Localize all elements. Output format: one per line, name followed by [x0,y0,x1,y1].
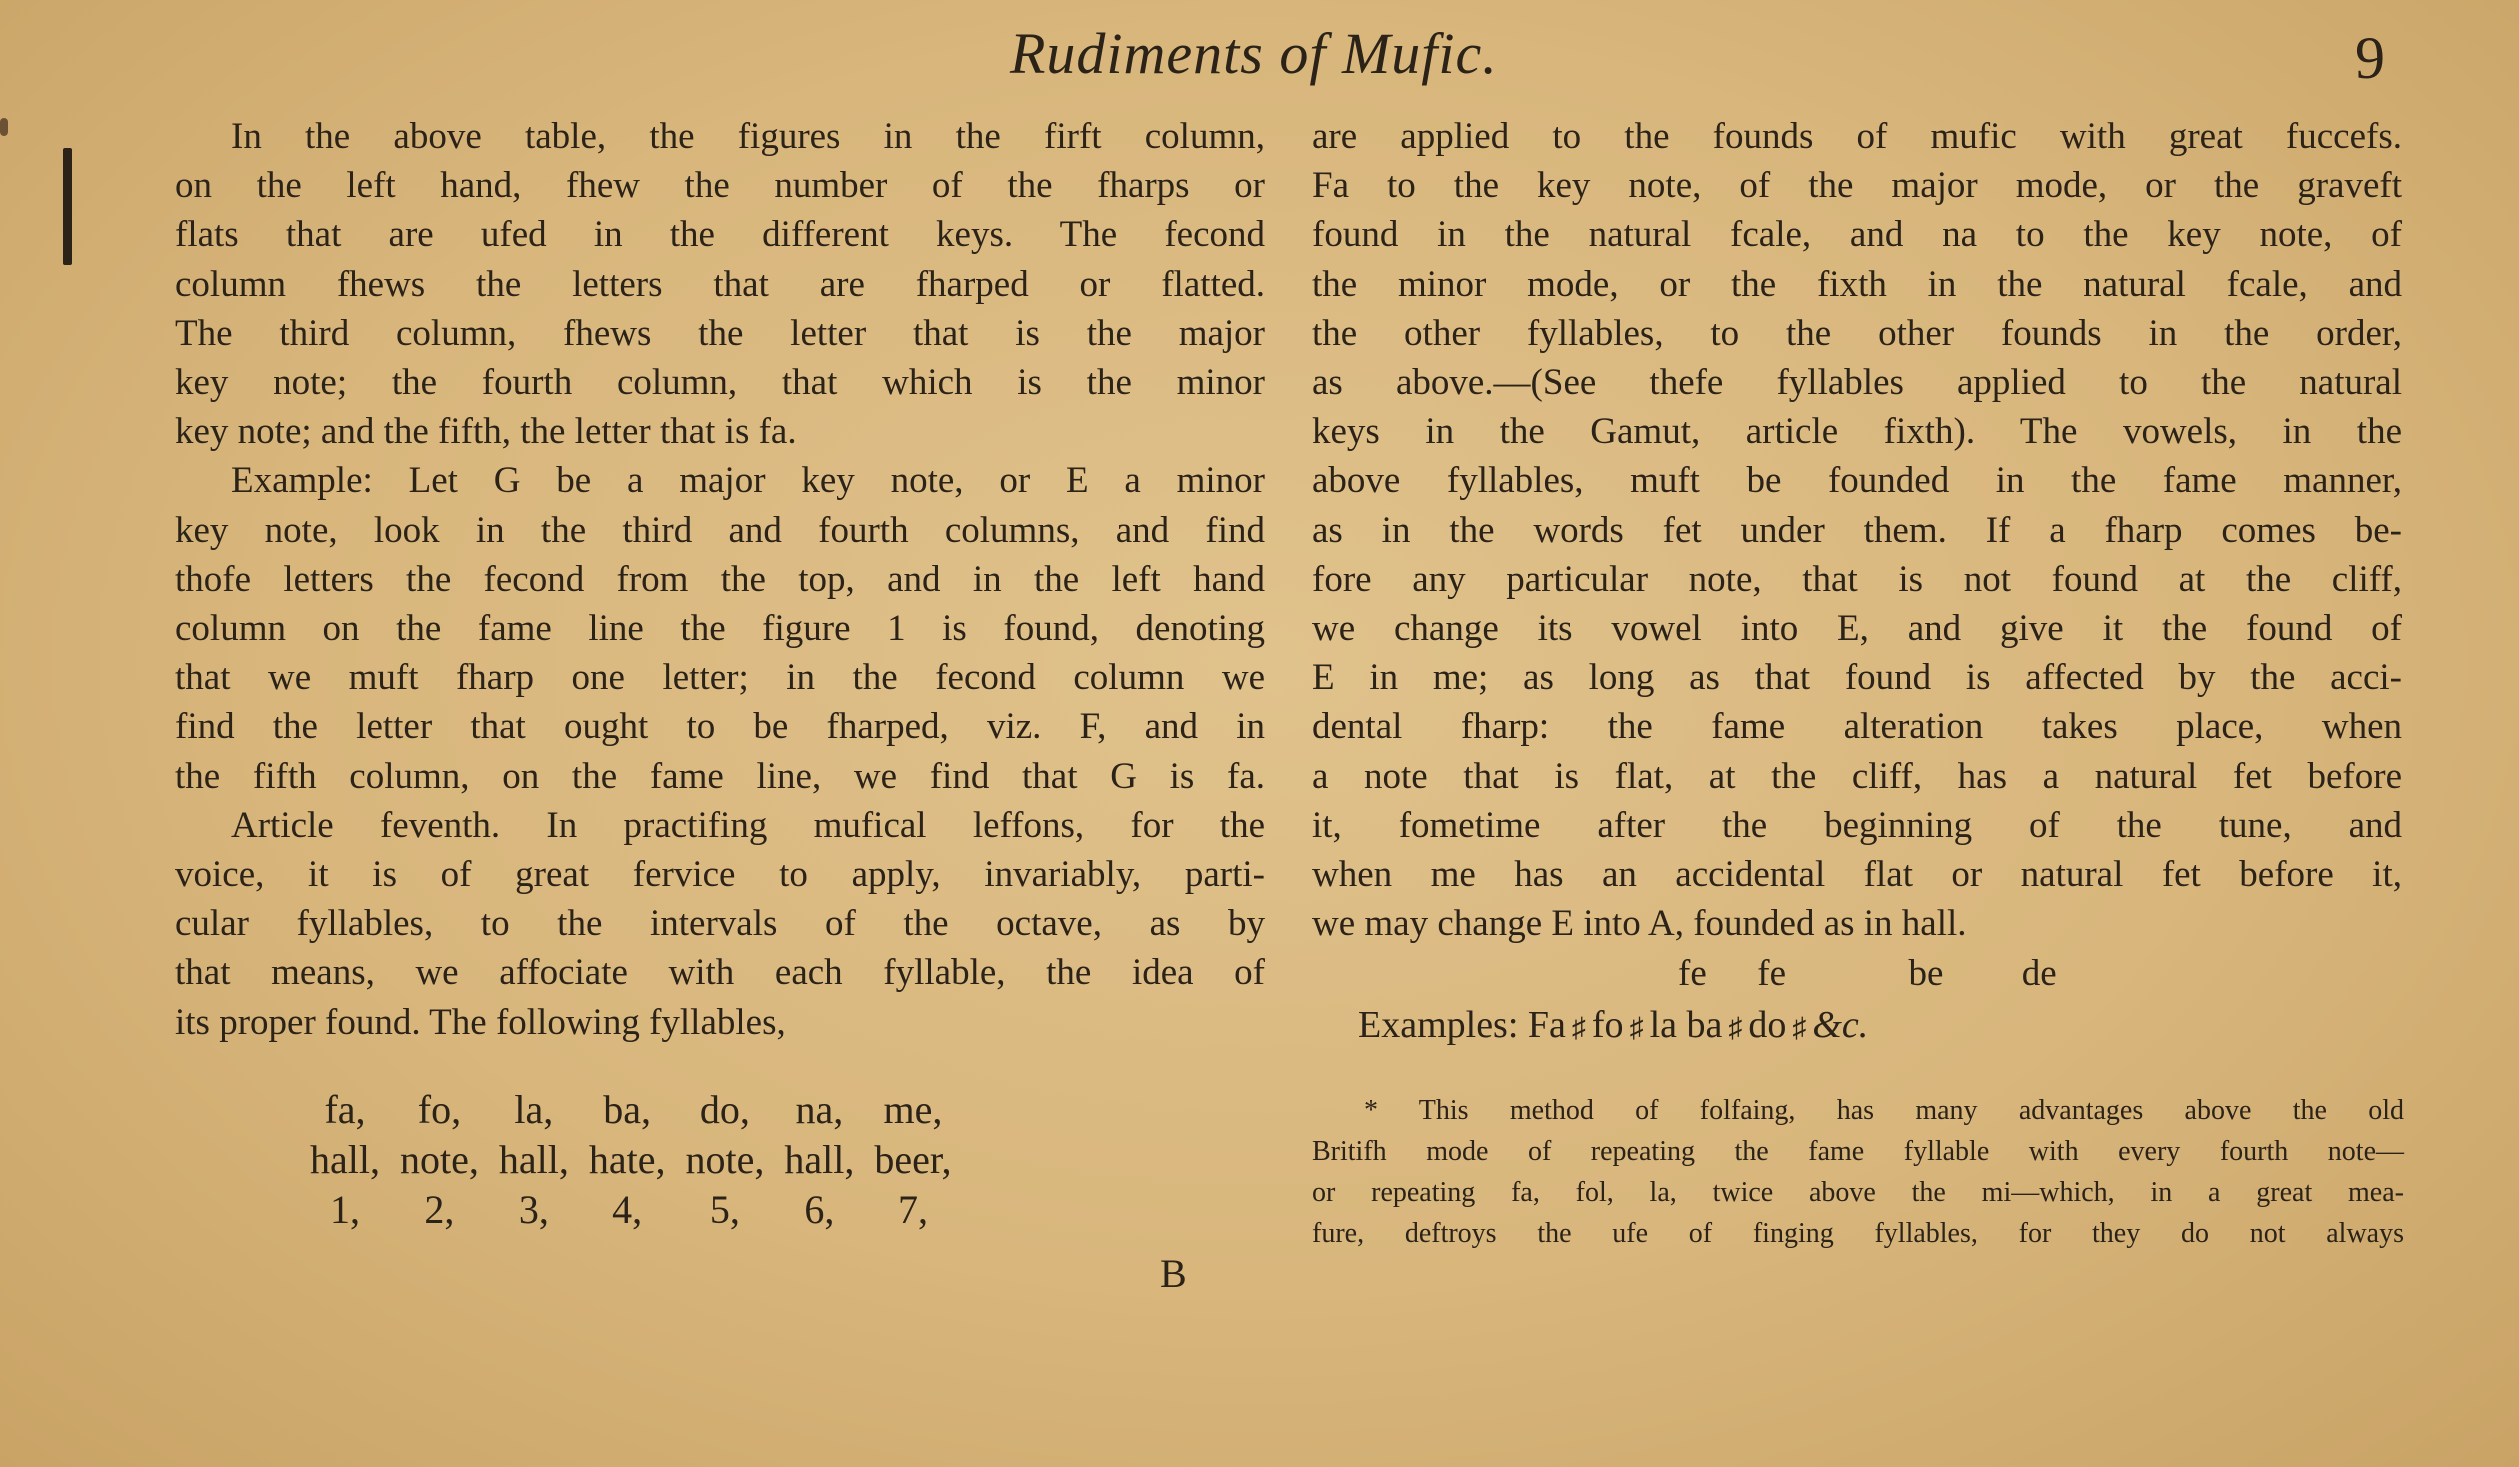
syllable: na, [795,1087,844,1132]
example-word: hall, [310,1137,380,1182]
text-line: above fyllables, muft be founded in the fame manner, [1312,460,2402,502]
example-word: hall, [784,1137,855,1182]
text-line: as in the words fet under them. If a fharp comes be- [1312,509,2402,551]
text-line: it, fometime after the beginning of the tune, and [1312,804,2402,846]
syllable: do, [699,1087,750,1132]
example-word: note, [685,1137,765,1182]
text-line: key note; and the fifth, the letter that is fa. [175,411,797,453]
syllable: fo, [417,1087,462,1132]
text-line: when me has an accidental flat or natural fet before it, [1312,854,2402,896]
signature-mark: B [1160,1251,1187,1296]
text-line: the fifth column, on the fame line, we find that G is fa. [175,755,1265,797]
degree-number: 1, [329,1187,360,1232]
left-column [175,112,1265,1047]
running-title: Rudiments of Mufic. [1010,21,1498,86]
degree-number: 7, [897,1187,928,1232]
sharp-icon: ♯ [1629,1013,1644,1044]
page-number: 9 [2355,25,2385,91]
text-line: voice, it is of great fervice to apply, invariably, parti- [175,854,1265,896]
etc-mark: &c. [1812,1004,1869,1046]
example-syllable: Fa [1527,1004,1566,1046]
text-line: Example: Let G be a major key note, or E a minor [231,460,1265,502]
right-column [1312,112,2402,948]
footnote-line: fure, deftroys the ufe of finging fyllables, for they do not always [1312,1218,2404,1249]
syllable: fa, [324,1087,366,1132]
text-line: that we muft fharp one letter; in the fecond column we [175,657,1265,699]
degree-number: 3, [518,1187,549,1232]
text-line: a note that is flat, at the cliff, has a natural fet before [1312,755,2402,797]
text-line: we change its vowel into E, and give it the found of [1312,608,2402,650]
text-line: key note; the fourth column, that which is the minor [175,362,1265,404]
text-line: keys in the Gamut, article fixth). The vowels, in the [1312,411,2402,453]
degree-number: 6, [804,1187,835,1232]
text-line: In the above table, the figures in the firft column, [231,116,1265,157]
syllable: ba, [603,1087,652,1132]
text-line: thofe letters the fecond from the top, and in the left hand [175,558,1265,600]
example-word: hall, [498,1137,569,1182]
example-word: note, [399,1137,479,1182]
example-syllable: la [1649,1004,1677,1046]
text-line: key note, look in the third and fourth columns, and find [175,509,1265,551]
degree-number: 2, [424,1187,455,1232]
footnote-line: Britifh mode of repeating the fame fyllable with every fourth note— [1312,1136,2404,1167]
altered-syllable: fe [1757,953,1786,994]
example-syllable: ba [1686,1004,1723,1046]
degree-number: 4, [612,1187,643,1232]
syllables-row [300,1085,962,1135]
footnote-line: * This method of folfaing, has many advantages above the old [1364,1095,2404,1126]
syllable-table [300,1085,962,1235]
text-line: are applied to the founds of mufic with great fuccefs. [1312,116,2402,157]
text-line: the other fyllables, to the other founds in the order, [1312,312,2402,354]
sharp-icon: ♯ [1728,1013,1743,1044]
text-line: fore any particular note, that is not found at the cliff, [1312,558,2402,600]
text-line: column on the fame line the figure 1 is found, denoting [175,608,1265,650]
text-line: cular fyllables, to the intervals of the octave, as by [175,903,1265,945]
text-line: column fhews the letters that are fharped or flatted. [175,263,1265,305]
altered-syllables-line [1678,952,2057,995]
text-line: E in me; as long as that found is affected by the acci- [1312,657,2402,699]
text-line: The third column, fhews the letter that is the major [175,312,1265,354]
text-line: as above.—(See thefe fyllables applied to the natural [1312,362,2402,404]
altered-syllable: de [2021,953,2057,994]
text-line: Fa to the key note, of the major mode, or the graveft [1312,165,2402,207]
syllable: me, [883,1087,943,1132]
text-line: we may change E into A, founded as in hall. [1312,903,1967,945]
text-line: on the left hand, fhew the number of the fharps or [175,165,1265,207]
altered-syllable: be [1908,953,1944,994]
altered-syllable: fe [1678,953,1707,994]
margin-mark-dot [0,118,8,136]
example-syllable: do [1748,1004,1787,1046]
sharp-icon: ♯ [1792,1013,1807,1044]
example-word: hate, [588,1137,666,1182]
text-line: find the letter that ought to be fharped, viz. F, and in [175,706,1265,748]
text-line: flats that are ufed in the different keys. The fecond [175,214,1265,256]
footnote-line: or repeating fa, fol, la, twice above the mi—which, in a great mea- [1312,1177,2404,1208]
text-line: the minor mode, or the fixth in the natural fcale, and [1312,263,2402,305]
text-line: found in the natural fcale, and na to the key note, of [1312,214,2402,256]
margin-mark-bar [63,148,72,265]
degree-number: 5, [709,1187,740,1232]
numbers-row [300,1185,962,1235]
example-syllable: fo [1591,1004,1624,1046]
examples-label: Examples: [1358,1004,1519,1046]
text-line: dental fharp: the fame alteration takes place, when [1312,706,2402,748]
syllable: la, [514,1087,554,1132]
example-word: beer, [874,1137,952,1182]
examples-line [1358,1003,1868,1047]
text-line: its proper found. The following fyllables, [175,1001,786,1043]
text-line: that means, we affociate with each fyllable, the idea of [175,952,1265,994]
footnote [1312,1090,2404,1254]
sharp-icon: ♯ [1571,1013,1586,1044]
words-row [300,1135,962,1185]
text-line: Article feventh. In practifing mufical leffons, for the [231,804,1265,846]
